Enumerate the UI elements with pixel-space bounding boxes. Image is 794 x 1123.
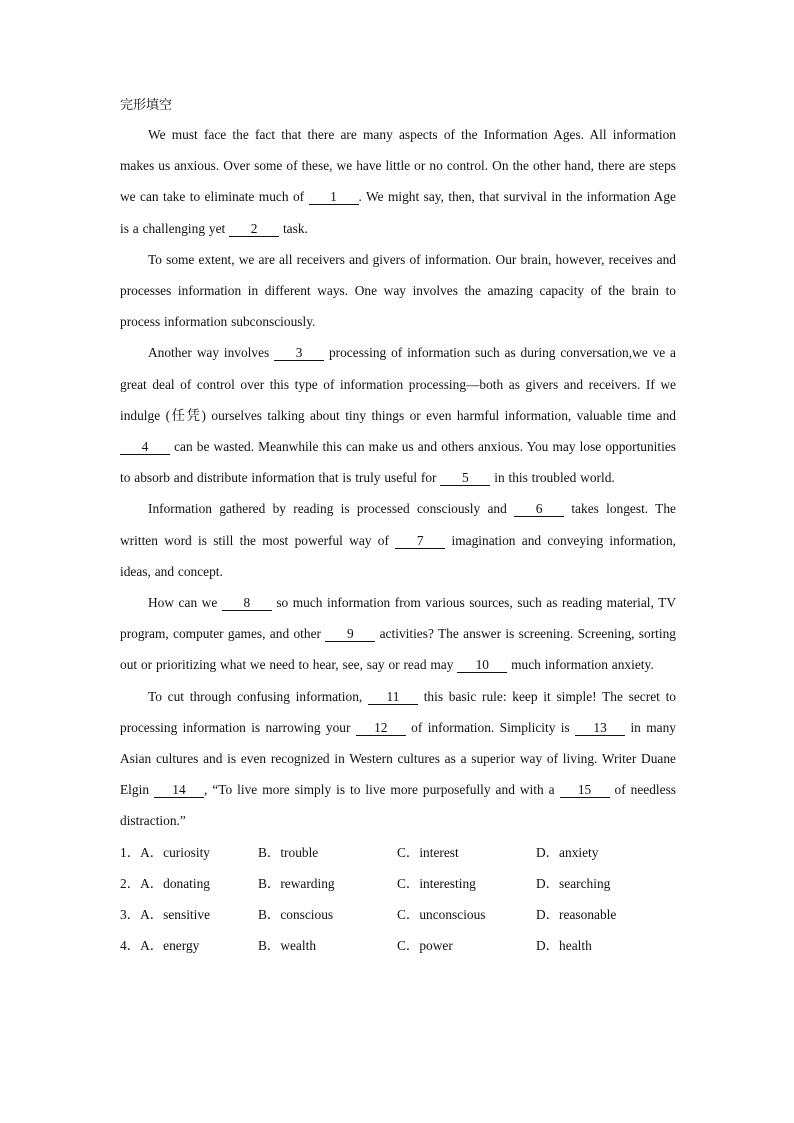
answer-blank[interactable]: 5: [440, 470, 490, 486]
answer-option[interactable]: D．health: [536, 938, 592, 954]
question-row: [120, 930, 676, 961]
paragraph-text: How can we: [148, 595, 222, 611]
answer-blank[interactable]: 6: [514, 501, 564, 517]
answer-option[interactable]: C．power: [397, 938, 453, 954]
passage-paragraph: [120, 493, 676, 587]
question-row: [120, 837, 676, 868]
paragraph-text: of needless distraction.”: [120, 782, 676, 829]
answer-option[interactable]: 3．A．sensitive: [120, 907, 211, 923]
question-options: [120, 837, 676, 962]
answer-option[interactable]: D．reasonable: [536, 907, 617, 923]
passage-paragraph: [120, 119, 676, 244]
answer-blank[interactable]: 12: [356, 720, 406, 736]
paragraph-text: in this troubled world.: [490, 470, 615, 486]
answer-blank[interactable]: 14: [154, 782, 204, 798]
paragraph-text: imagination and conveying information, ideas, and concept.: [120, 532, 676, 579]
answer-blank[interactable]: 7: [395, 533, 445, 549]
passage-paragraph: [120, 681, 676, 837]
passage-paragraph: [120, 587, 676, 681]
question-row: [120, 868, 676, 899]
answer-blank[interactable]: 13: [575, 720, 625, 736]
answer-option[interactable]: 1．A．curiosity: [120, 844, 211, 860]
paragraph-text: so much information from various sources, such as reading material, TV program, computer games, and other: [120, 595, 676, 642]
paragraph-text: Information gathered by reading is processed consciously and: [148, 501, 515, 517]
paragraph-text: takes longest. The written word is still the most powerful way of: [120, 501, 676, 548]
answer-blank[interactable]: 11: [368, 689, 418, 705]
answer-blank[interactable]: 8: [222, 595, 272, 611]
answer-option[interactable]: B．rewarding: [258, 875, 335, 891]
answer-option[interactable]: D．searching: [536, 875, 611, 891]
paragraph-text: Another way involves: [148, 345, 275, 361]
answer-option[interactable]: B．wealth: [258, 938, 317, 954]
cloze-passage: [120, 119, 676, 837]
paragraph-text: of information. Simplicity is: [405, 719, 576, 735]
paragraph-text: We must face the fact that there are many aspects of the Information Ages. All information makes us anxious. Over some of these, we have little or no control. On the other hand, there are steps we can take to eliminate much of: [120, 127, 676, 205]
paragraph-text: . We might say, then, that survival in the information Age is a challenging yet: [120, 189, 676, 236]
answer-option[interactable]: B．trouble: [258, 844, 319, 860]
answer-blank[interactable]: 9: [325, 626, 375, 642]
answer-option[interactable]: C．interest: [397, 844, 459, 860]
paragraph-text: can be wasted. Meanwhile this can make us and others anxious. You may lose opportunities to absorb and distribute information that is truly useful for: [120, 439, 676, 486]
answer-option[interactable]: B．conscious: [258, 907, 334, 923]
answer-blank[interactable]: 4: [120, 439, 170, 455]
paragraph-text: , “To live more simply is to live more purposefully and with a: [203, 782, 560, 798]
answer-blank[interactable]: 2: [229, 221, 279, 237]
question-row: [120, 899, 676, 930]
answer-blank[interactable]: 3: [274, 345, 324, 361]
passage-paragraph: [120, 337, 676, 493]
paragraph-text: processing of information such as during conversation,we ve a great deal of control over this type of information processing—both as givers and receivers. If we indulge (任凭) ourselves talking about tiny things or even harmful information, valuable time and: [120, 345, 676, 423]
paragraph-text: To cut through confusing information,: [148, 688, 368, 704]
answer-option[interactable]: C．unconscious: [397, 907, 486, 923]
paragraph-text: activities? The answer is screening. Screening, sorting out or prioritizing what we need to hear, see, say or read may: [120, 626, 677, 673]
answer-blank[interactable]: 1: [309, 189, 359, 205]
paragraph-text: this basic rule: keep it simple! The secret to processing information is narrowing your: [120, 688, 676, 735]
answer-option[interactable]: 2．A．donating: [120, 875, 211, 891]
answer-option[interactable]: 4．A．energy: [120, 938, 200, 954]
answer-option[interactable]: C．interesting: [397, 875, 476, 891]
section-heading: 完形填空: [120, 98, 173, 113]
paragraph-text: task.: [279, 220, 308, 236]
answer-blank[interactable]: 10: [457, 657, 507, 673]
answer-option[interactable]: D．anxiety: [536, 844, 599, 860]
paragraph-text: To some extent, we are all receivers and givers of information. Our brain, however, receives and processes information in different ways. One way involves the amazing capacity of the brain to process information subconsciously.: [120, 251, 676, 330]
document-page: [120, 93, 676, 961]
paragraph-text: in many Asian cultures and is even recognized in Western cultures as a superior way of living. Writer Duane Elgin: [120, 719, 676, 798]
passage-paragraph: [120, 244, 676, 338]
paragraph-text: much information anxiety.: [507, 657, 654, 673]
answer-blank[interactable]: 15: [560, 782, 610, 798]
